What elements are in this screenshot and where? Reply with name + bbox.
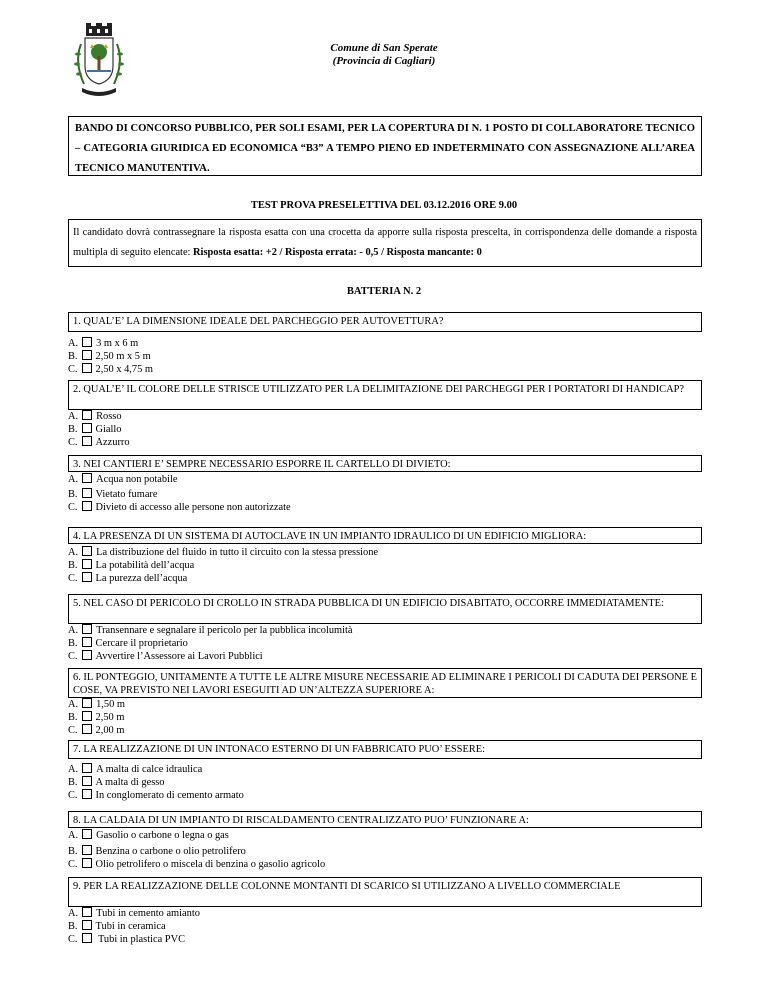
option-letter: A. (68, 830, 79, 841)
question-6 (68, 668, 702, 737)
option-letter: C. (68, 790, 78, 801)
option-letter: B. (68, 560, 78, 571)
option-letter: B. (68, 424, 78, 435)
checkbox[interactable] (82, 488, 92, 498)
option-text: 3 m x 6 m (96, 338, 139, 349)
municipality-name: Comune di San Sperate (330, 42, 438, 54)
checkbox[interactable] (82, 776, 92, 786)
option-text: 2,50 m (95, 712, 125, 723)
checkbox[interactable] (82, 436, 92, 446)
option-letter: A. (68, 699, 79, 710)
option-text: Avvertire l’Assessore ai Lavori Pubblici (95, 651, 263, 662)
answer-option[interactable] (68, 845, 702, 858)
answer-option[interactable] (68, 423, 702, 436)
question-text: 3. NEI CANTIERI E’ SEMPRE NECESSARIO ESPORRE IL CARTELLO DI DIVIETO: (68, 455, 702, 472)
answer-option[interactable] (68, 572, 702, 585)
option-text: Azzurro (95, 437, 130, 448)
answer-option[interactable] (68, 933, 702, 946)
question-1 (68, 312, 702, 376)
answer-option[interactable] (68, 763, 702, 776)
option-text: A malta di calce idraulica (96, 764, 203, 775)
checkbox[interactable] (82, 473, 92, 483)
question-text: 5. NEL CASO DI PERICOLO DI CROLLO IN STRADA PUBBLICA DI UN EDIFICIO DISABITATO, OCCORRE IMMEDIATAMENTE: (68, 594, 702, 624)
checkbox[interactable] (82, 711, 92, 721)
option-letter: A. (68, 338, 79, 349)
question-text: 6. IL PONTEGGIO, UNITAMENTE A TUTTE LE ALTRE MISURE NECESSARIE AD ELIMINARE I PERICOLI DI CADUTA DEI PERSONE E COSE, VA PREVISTO NEI LAVORI ESEGUITI AD UN’ALTEZZA SUPERIORE A: (68, 668, 702, 698)
answer-option[interactable] (68, 776, 702, 789)
option-letter: A. (68, 411, 79, 422)
question-text: 8. LA CALDAIA DI UN IMPIANTO DI RISCALDAMENTO CENTRALIZZATO PUO’ FUNZIONARE A: (68, 811, 702, 828)
answer-option[interactable] (68, 711, 702, 724)
checkbox[interactable] (82, 501, 92, 511)
option-text: Cercare il proprietario (95, 638, 188, 649)
option-letter: B. (68, 638, 78, 649)
question-3 (68, 455, 702, 514)
question-text: 7. LA REALIZZAZIONE DI UN INTONACO ESTERNO DI UN FABBRICATO PUO’ ESSERE: (68, 740, 702, 759)
answer-option[interactable] (68, 907, 702, 920)
option-letter: B. (68, 846, 78, 857)
option-text: La purezza dell’acqua (95, 573, 188, 584)
answer-option[interactable] (68, 858, 702, 871)
option-letter: C. (68, 437, 78, 448)
question-2 (68, 380, 702, 449)
option-letter: C. (68, 502, 78, 513)
option-text: Tubi in ceramica (95, 921, 166, 932)
checkbox[interactable] (82, 637, 92, 647)
checkbox[interactable] (82, 698, 92, 708)
answer-option[interactable] (68, 501, 702, 514)
option-text: 2,50 m x 5 m (95, 351, 151, 362)
checkbox[interactable] (82, 410, 92, 420)
option-letter: C. (68, 651, 78, 662)
answer-option[interactable] (68, 920, 702, 933)
checkbox[interactable] (82, 350, 92, 360)
option-letter: B. (68, 777, 78, 788)
option-letter: C. (68, 934, 78, 945)
option-letter: C. (68, 364, 78, 375)
option-text: Vietato fumare (95, 489, 158, 500)
checkbox[interactable] (82, 572, 92, 582)
option-letter: A. (68, 547, 79, 558)
checkbox[interactable] (82, 546, 92, 556)
province-name: (Provincia di Cagliari) (332, 55, 436, 67)
answer-option[interactable] (68, 436, 702, 449)
scoring-rules: Risposta esatta: +2 / Risposta errata: - 0,5 / Risposta mancante: 0 (193, 247, 482, 258)
instructions-box (68, 219, 702, 267)
question-9 (68, 877, 702, 946)
option-letter: C. (68, 859, 78, 870)
option-letter: C. (68, 725, 78, 736)
answer-option[interactable] (68, 789, 702, 802)
question-7 (68, 740, 702, 802)
checkbox[interactable] (82, 559, 92, 569)
checkbox[interactable] (82, 423, 92, 433)
option-letter: A. (68, 908, 79, 919)
question-5 (68, 594, 702, 663)
checkbox[interactable] (82, 933, 92, 943)
option-text: Rosso (96, 411, 122, 422)
answer-option[interactable] (68, 637, 702, 650)
answer-option[interactable] (68, 650, 702, 663)
option-text: Divieto di accesso alle persone non autorizzate (95, 502, 291, 513)
option-text: A malta di gesso (95, 777, 165, 788)
answer-option[interactable] (68, 724, 702, 737)
answer-option[interactable] (68, 546, 702, 559)
answer-option[interactable] (68, 410, 702, 423)
option-text: Giallo (95, 424, 122, 435)
checkbox[interactable] (82, 858, 92, 868)
option-letter: B. (68, 712, 78, 723)
answer-option[interactable] (68, 473, 702, 486)
checkbox[interactable] (82, 845, 92, 855)
checkbox[interactable] (82, 363, 92, 373)
option-text: Tubi in plastica PVC (95, 934, 186, 945)
answer-option[interactable] (68, 488, 702, 501)
option-letter: A. (68, 474, 79, 485)
option-letter: B. (68, 921, 78, 932)
question-4 (68, 527, 702, 585)
test-title: TEST PROVA PRESELETTIVA DEL 03.12.2016 ORE 9.00 (250, 200, 518, 211)
option-text: Benzina o carbone o olio petrolifero (95, 846, 246, 857)
option-letter: B. (68, 351, 78, 362)
checkbox[interactable] (82, 650, 92, 660)
instructions-text: Il candidato dovrà contrassegnare la risposta esatta con una crocetta da apporre sulla risposta prescelta, in corrispondenza delle domande a risposta multipla di seguito elencate: (73, 227, 697, 258)
batteria-title: BATTERIA N. 2 (346, 286, 422, 297)
option-text: La distribuzione del fluido in tutto il circuito con la stessa pressione (96, 547, 379, 558)
checkbox[interactable] (82, 337, 92, 347)
answer-option[interactable] (68, 337, 702, 350)
option-text: In conglomerato di cemento armato (95, 790, 244, 801)
option-text: Acqua non potabile (96, 474, 178, 485)
checkbox[interactable] (82, 829, 92, 839)
question-text: 9. PER LA REALIZZAZIONE DELLE COLONNE MONTANTI DI SCARICO SI UTILIZZANO A LIVELLO COMMERCIALE (68, 877, 702, 907)
question-text: 2. QUAL’E’ IL COLORE DELLE STRISCE UTILIZZATO PER LA DELIMITAZIONE DEI PARCHEGGI PER I PORTATORI DI HANDICAP? (68, 380, 702, 410)
checkbox[interactable] (82, 624, 92, 634)
option-text: 2,50 x 4,75 m (95, 364, 153, 375)
answer-option[interactable] (68, 624, 702, 637)
question-text: 1. QUAL’E’ LA DIMENSIONE IDEALE DEL PARCHEGGIO PER AUTOVETTURA? (68, 312, 702, 332)
question-8 (68, 811, 702, 871)
option-letter: B. (68, 489, 78, 500)
bando-title-box: BANDO DI CONCORSO PUBBLICO, PER SOLI ESAMI, PER LA COPERTURA DI N. 1 POSTO DI COLLABORATORE TECNICO – CATEGORIA GIURIDICA ED ECONOMICA “B3” A TEMPO PIENO ED INDETERMINATO CON ASSEGNAZIONE ALL’AREA TECNICO MANUTENTIVA. (68, 116, 702, 176)
answer-option[interactable] (68, 350, 702, 363)
answer-option[interactable] (68, 698, 702, 711)
option-text: 1,50 m (96, 699, 125, 710)
answer-option[interactable] (68, 559, 702, 572)
option-text: Transennare e segnalare il pericolo per la pubblica incolumità (96, 625, 353, 636)
option-text: Olio petrolifero o miscela di benzina o gasolio agricolo (95, 859, 326, 870)
checkbox[interactable] (82, 724, 92, 734)
option-text: Tubi in cemento amianto (96, 908, 200, 919)
question-text: 4. LA PRESENZA DI UN SISTEMA DI AUTOCLAVE IN UN IMPIANTO IDRAULICO DI UN EDIFICIO MIGLIORA: (68, 527, 702, 544)
option-letter: A. (68, 625, 79, 636)
answer-option[interactable] (68, 829, 702, 842)
option-text: La potabilità dell’acqua (95, 560, 195, 571)
option-letter: A. (68, 764, 79, 775)
answer-option[interactable] (68, 363, 702, 376)
checkbox[interactable] (82, 789, 92, 799)
checkbox[interactable] (82, 920, 92, 930)
option-text: Gasolio o carbone o legna o gas (96, 830, 229, 841)
option-letter: C. (68, 573, 78, 584)
checkbox[interactable] (82, 763, 92, 773)
option-text: 2,00 m (95, 725, 125, 736)
checkbox[interactable] (82, 907, 92, 917)
